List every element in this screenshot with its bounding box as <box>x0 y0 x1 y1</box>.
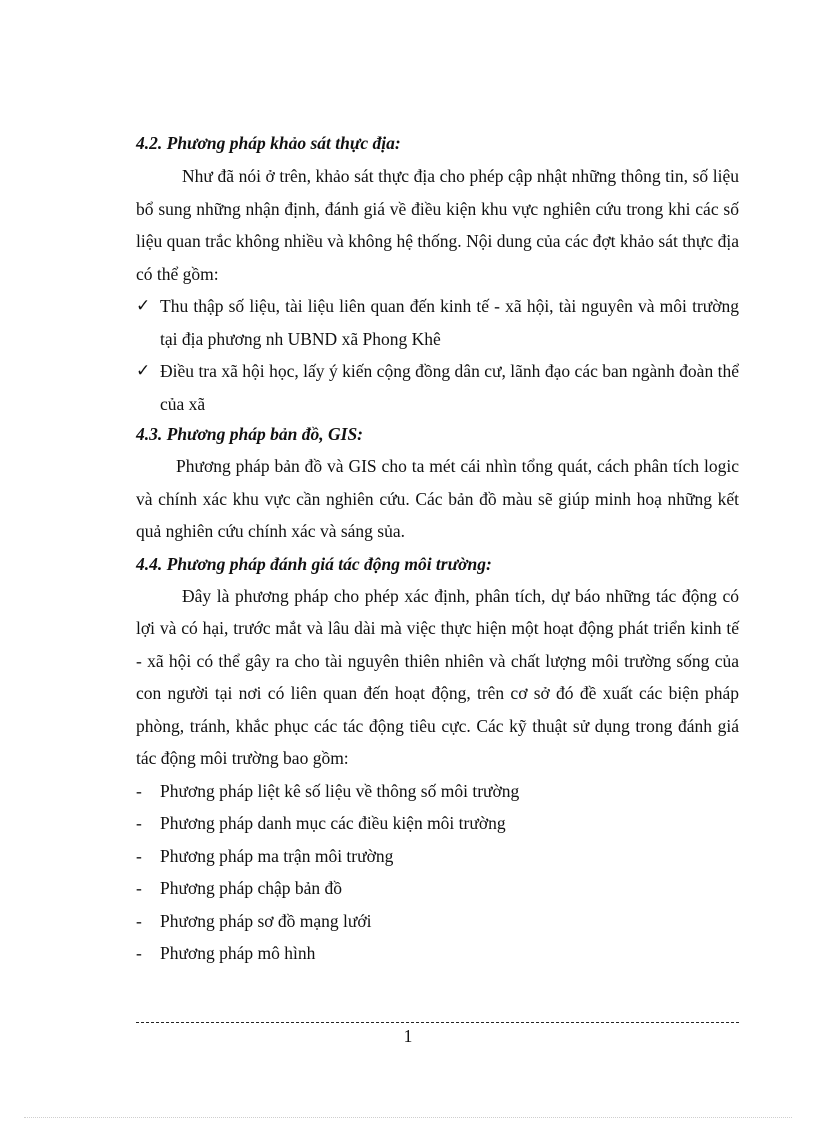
section-heading-4-2: 4.2. Phương pháp khảo sát thực địa: <box>136 133 401 153</box>
page-number: 1 <box>403 1026 413 1046</box>
check-list-item <box>136 355 739 420</box>
dash-list-item-text: Phương pháp liệt kê số liệu về thông số môi trường <box>160 780 520 801</box>
dash-list-item <box>136 807 739 840</box>
dash-bullet: - <box>136 780 142 801</box>
page-bottom-edge <box>24 1117 792 1118</box>
dash-list-item <box>136 775 739 808</box>
dash-list-item-text: Phương pháp ma trận môi trường <box>160 845 394 866</box>
check-list-item-text: Thu thập số liệu, tài liệu liên quan đến kinh tế - xã hội, tài nguyên và môi trường tại địa phương nh UBND xã Phong Khê <box>160 296 739 349</box>
dash-list-item <box>136 840 739 873</box>
dash-bullet: - <box>136 943 142 963</box>
footer-divider <box>136 1022 739 1023</box>
dash-bullet: - <box>136 910 142 931</box>
check-list-item-text: Điều tra xã hội học, lấy ý kiến cộng đồng dân cư, lãnh đạo các ban ngành đoàn thể của xã <box>160 361 739 414</box>
document-body <box>136 128 739 970</box>
checkmark-icon: ✓ <box>136 361 151 381</box>
section-heading-4-3: 4.3. Phương pháp bản đồ, GIS: <box>136 424 364 444</box>
section-paragraph-4-4: Đây là phương pháp cho phép xác định, phân tích, dự báo những tác động có lợi và có hại, trước mắt và lâu dài mà việc thực hiện một hoạt động phát triển kinh tế - xã hội có thể gây ra cho tài nguyên thiên nhiên và chất lượng môi trường sống của con người tại nơi có liên quan đến hoạt động, trên cơ sở đó đề xuất các biện pháp phòng, tránh, khắc phục các tác động tiêu cực. Các kỹ thuật sử dụng trong đánh giá tác động môi trường bao gồm: <box>136 585 739 768</box>
dash-list-item-text: Phương pháp danh mục các điều kiện môi trường <box>160 813 506 833</box>
dash-list-item-text: Phương pháp mô hình <box>160 943 316 963</box>
check-list-item <box>136 290 739 355</box>
dash-list-item <box>136 905 739 938</box>
dash-bullet: - <box>136 878 142 898</box>
dash-bullet: - <box>136 813 142 833</box>
dash-list-item-text: Phương pháp chập bản đồ <box>160 878 343 898</box>
dash-bullet: - <box>136 845 142 866</box>
dash-list-item-text: Phương pháp sơ đồ mạng lưới <box>160 910 372 931</box>
section-paragraph-4-3: Phương pháp bản đồ và GIS cho ta mét cái nhìn tổng quát, cách phân tích logic và chính xác khu vực cần nghiên cứu. Các bản đồ màu sẽ giúp minh hoạ những kết quả nghiên cứu chính xác và sáng sủa. <box>136 456 739 541</box>
checkmark-icon: ✓ <box>136 296 151 316</box>
dash-list-item <box>136 872 739 905</box>
dash-list-item <box>136 937 739 970</box>
section-heading-4-4: 4.4. Phương pháp đánh giá tác động môi trường: <box>136 553 492 574</box>
section-paragraph-4-2: Như đã nói ở trên, khảo sát thực địa cho phép cập nhật những thông tin, số liệu bổ sung những nhận định, đánh giá về điều kiện khu vực nghiên cứu trong khi các số liệu quan trắc không nhiều và không hệ thống. Nội dung của các đợt khảo sát thực địa có thể gồm: <box>136 166 739 284</box>
